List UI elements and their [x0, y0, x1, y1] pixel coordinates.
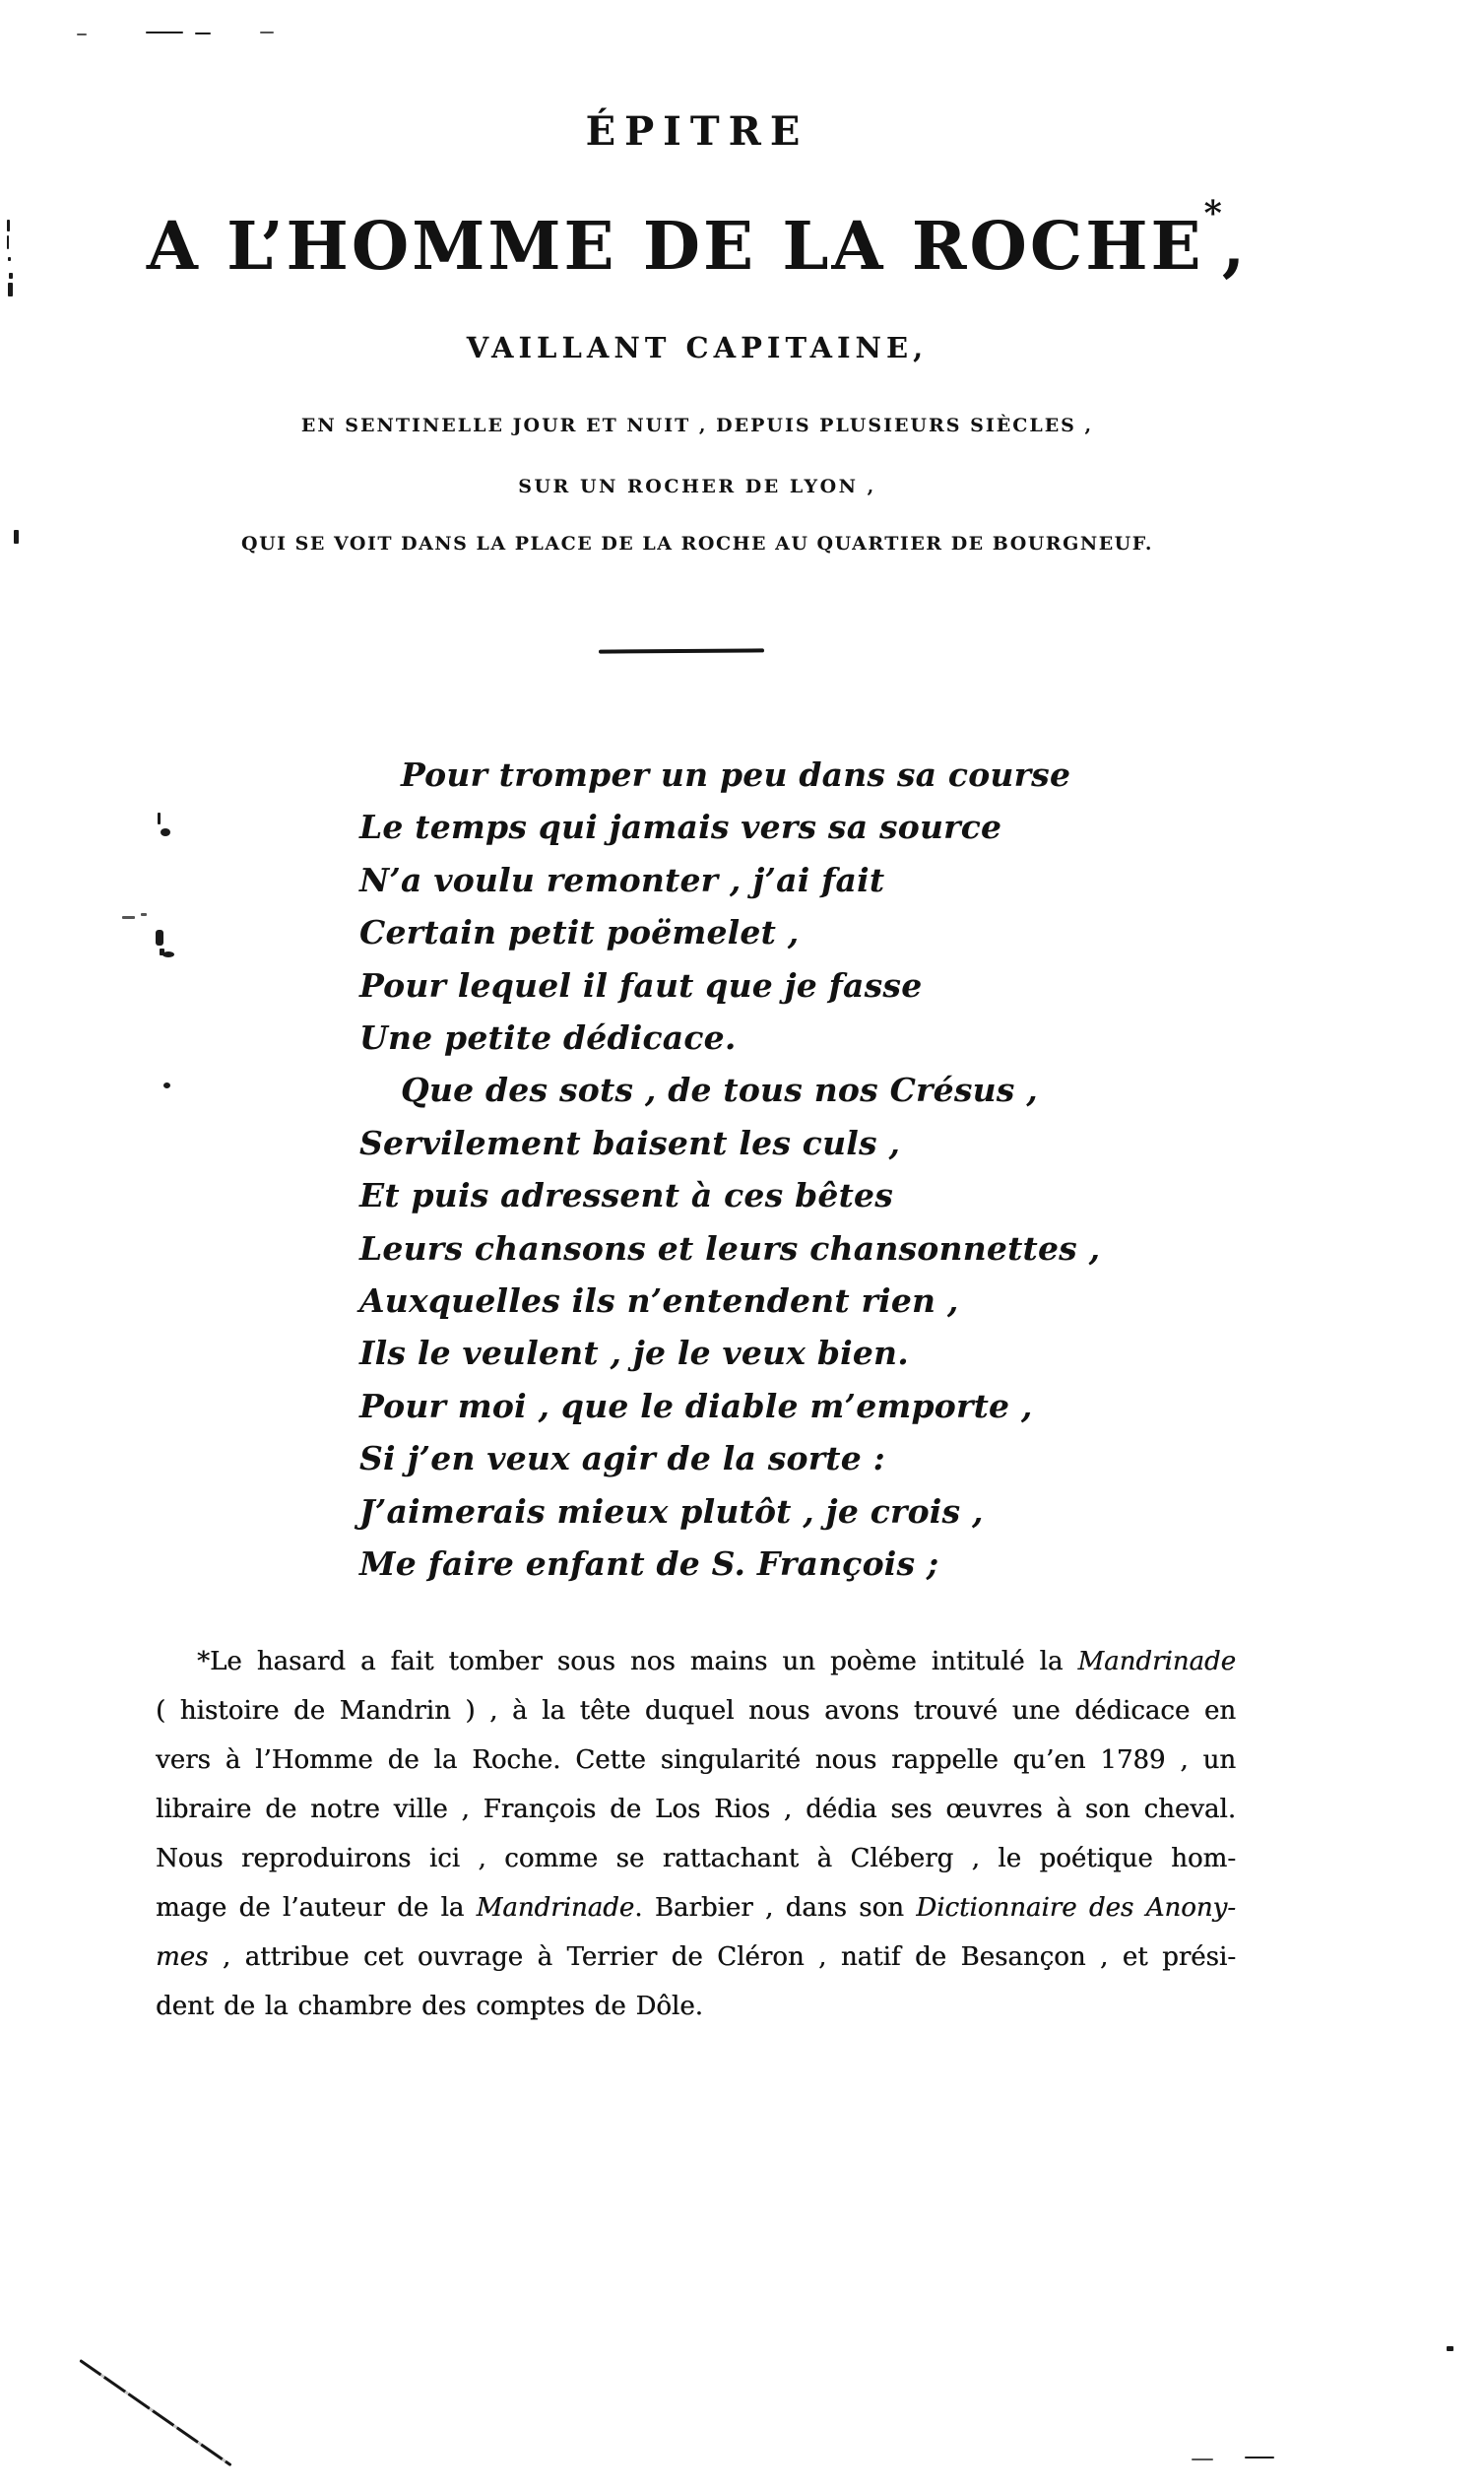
ink-speck — [161, 828, 170, 836]
footnote-line — [156, 1686, 1236, 1736]
ink-speck — [158, 813, 161, 824]
poem — [359, 749, 1108, 1591]
ink-speck — [122, 916, 135, 919]
footnote-line — [156, 1736, 1236, 1785]
footnote-italic-text: Mandrinade — [476, 1893, 635, 1923]
footnote-italic-text: mes — [156, 1942, 209, 1972]
footnote-line — [156, 1883, 1236, 1933]
subtitle-capitaine: VAILLANT CAPITAINE, — [466, 331, 929, 364]
ink-speck — [156, 930, 163, 946]
poem-title — [0, 193, 1394, 285]
poem-line: Me faire enfant de S. François ; — [359, 1544, 939, 1584]
poem-line: N’a voulu remonter , j’ai fait — [359, 860, 885, 899]
footnote-line — [156, 1785, 1236, 1834]
margin-tick — [8, 257, 11, 261]
footnote-line — [156, 1933, 1236, 1982]
margin-tick — [9, 273, 13, 279]
ink-speck — [162, 951, 174, 957]
footnote-italic-text: Mandrinade — [1077, 1647, 1236, 1676]
scratch-mark — [79, 2359, 231, 2466]
margin-tick — [7, 220, 10, 231]
footnote-text: *Le hasard a fait tomber sous nos mains un poème intitulé la — [197, 1647, 1078, 1676]
poem-line: Pour tromper un peu dans sa course — [401, 755, 1071, 794]
ink-speck — [1192, 2458, 1213, 2460]
footnote-text: dent de la chambre des comptes de Dôle. — [156, 1992, 703, 2021]
footnote-line — [156, 1637, 1236, 1686]
footnote-text: mage de l’auteur de la — [156, 1893, 477, 1923]
footnote-text: ( histoire de Mandrin ) , à la tête duquel nous avons trouvé une dédicace en — [156, 1696, 1236, 1726]
ink-speck — [1245, 2457, 1274, 2458]
poem-kicker: ÉPITRE — [585, 108, 809, 155]
subtitle-line-3: QUI SE VOIT DANS LA PLACE DE LA ROCHE AU QUARTIER DE BOURGNEUF. — [241, 533, 1153, 555]
poem-line: Ils le veulent , je le veux bien. — [359, 1334, 909, 1373]
subtitle-line-1: EN SENTINELLE JOUR ET NUIT , DEPUIS PLUSIEURS SIÈCLES , — [300, 415, 1094, 436]
ink-speck — [1447, 2346, 1453, 2351]
poem-line: Une petite dédicace. — [359, 1018, 737, 1058]
poem-line: J’aimerais mieux plutôt , je crois , — [359, 1491, 984, 1531]
footnote-italic-text: Dictionnaire des Anony- — [916, 1893, 1236, 1923]
poem-line: Pour lequel il faut que je fasse — [359, 965, 923, 1005]
ink-speck — [163, 1082, 170, 1088]
poem-title-comma: , — [1221, 207, 1249, 285]
margin-tick — [7, 235, 9, 249]
footnote — [156, 1637, 1236, 2031]
poem-line: Si j’en veux agir de la sorte : — [359, 1439, 886, 1478]
poem-line: Auxquelles ils n’entendent rien , — [359, 1281, 959, 1321]
footnote-text: libraire de notre ville , François de Los Rios , dédia ses œuvres à son cheval. — [156, 1795, 1236, 1824]
footnote-text: , attribue cet ouvrage à Terrier de Cléron , natif de Besançon , et prési- — [208, 1942, 1236, 1972]
footnote-text: vers à l’Homme de la Roche. Cette singularité nous rappelle qu’en 1789 , un — [156, 1745, 1236, 1775]
divider-rule — [599, 648, 764, 653]
footnote-text: Nous reproduirons ici , comme se rattachant à Cléberg , le poétique hom- — [156, 1844, 1236, 1873]
poem-line: Le temps qui jamais vers sa source — [359, 808, 1002, 847]
ink-speck — [146, 32, 183, 33]
footnote-line — [156, 1834, 1236, 1883]
margin-tick — [8, 283, 13, 296]
footnote-marker: * — [1203, 193, 1222, 234]
poem-line: Et puis adressent à ces bêtes — [359, 1176, 893, 1215]
ink-speck — [141, 913, 147, 916]
ink-speck — [260, 32, 274, 33]
footnote-text: . Barbier , dans son — [634, 1893, 917, 1923]
footnote-line — [156, 1982, 1236, 2031]
poem-line: Certain petit poëmelet , — [359, 913, 800, 952]
subtitle-line-2: SUR UN ROCHER DE LYON , — [518, 476, 876, 497]
poem-line: Que des sots , de tous nos Crésus , — [401, 1071, 1038, 1110]
poem-line: Pour moi , que le diable m’emporte , — [359, 1386, 1033, 1425]
poem-title-text: A L’HOMME DE LA ROCHE — [146, 207, 1204, 285]
ink-speck — [195, 33, 211, 34]
poem-line: Servilement baisent les culs , — [359, 1123, 901, 1162]
margin-tick — [14, 530, 19, 544]
ink-speck — [77, 33, 87, 35]
poem-line: Leurs chansons et leurs chansonnettes , — [359, 1228, 1101, 1268]
